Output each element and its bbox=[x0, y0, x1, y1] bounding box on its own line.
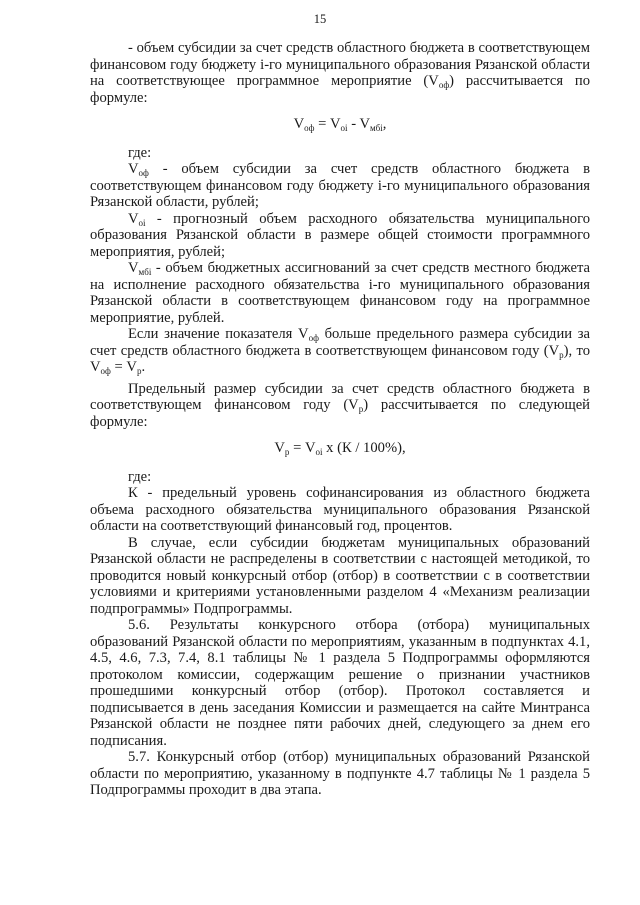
paragraph-new-selection: В случае, если субсидии бюджетам муниципальных образований Рязанской области не распределены в соответствии с настоящей методикой, то проводится новый конкурсный отбор (отбор) в соответствии с в соответствии условиями и критериями установленными разделом 4 «Механизм реализации подпрограммы» Подпрограммы. bbox=[90, 534, 590, 617]
definition-voф: $V_{оф}$ - объем субсидии за счет средств областного бюджета в соответствующем финансовом году бюджету i-го муниципального образования Рязанской области, рублей; bbox=[90, 161, 590, 210]
paragraph-limit-size: Предельный размер субсидии за счет средств областного бюджета в соответствующем финансовом году $(V_р)$ рассчитывается по следующей формуле: bbox=[90, 380, 590, 430]
formula-limit: $V_р = V_{oi}$ х (К / 100%), bbox=[274, 440, 406, 457]
where-label-2: где: bbox=[128, 468, 152, 485]
page-number: 15 bbox=[313, 12, 327, 26]
paragraph-5-6: 5.6. Результаты конкурсного отбора (отбора) муниципальных образований Рязанской области по мероприятиям, указанным в подпунктах 4.1, 4.5, 4.6, 7.3, 7.4, 8.1 таблицы № 1 раздела 5 Подпрограммы оформляются протоколом комиссии, содержащим решение о признании участников прошедшими конкурсный отбор (отбор). Протокол составляется и подписывается в день заседания Комиссии и размещается на сайте Минтранса Рязанской области не позднее пяти рабочих дней, следующего за днем его подписания. bbox=[90, 617, 590, 749]
definition-k: К - предельный уровень софинансирования из областного бюджета объема расходного обязательства муниципального образования Рязанской области на соответствующий финансовый год, процентов. bbox=[90, 485, 590, 534]
paragraph-5-7: 5.7. Конкурсный отбор (отбор) муниципальных образований Рязанской области по мероприятию, указанному в подпункте 4.7 таблицы № 1 раздела 5 Подпрограммы проходит в два этапа. bbox=[90, 749, 590, 798]
document-body bbox=[90, 40, 590, 799]
formula-subsidy: $V_{оф} = V_{oi} - V_{мбi}$, bbox=[293, 116, 387, 133]
definition-vmbi: $V_{мбi}$ - объем бюджетных ассигнований за счет средств местного бюджета на исполнение расходного обязательства i-го муниципального образования Рязанской области в соответствующем финансовом году на программное мероприятие, рублей. bbox=[90, 260, 590, 326]
where-label: где: bbox=[128, 144, 152, 161]
paragraph-subsidy-volume: - объем субсидии за счет средств областного бюджета в соответствующем финансовом году бюджету i-го муниципального образования Рязанской области на соответствующее программное мероприятие $(V_{оф})$ рассчитывается по формуле: bbox=[90, 40, 590, 106]
definition-voi: $V_{oi}$ - прогнозный объем расходного обязательства муниципального образования Рязанской области в размере общей стоимости программного мероприятия, рублей; bbox=[90, 210, 590, 260]
paragraph-limit-condition: Если значение показателя $V_{оф}$ больше предельного размера субсидии за счет средств областного бюджета в соответствующем финансовом году $(V_р)$, то $V_{оф} = V_р$. bbox=[90, 326, 590, 376]
